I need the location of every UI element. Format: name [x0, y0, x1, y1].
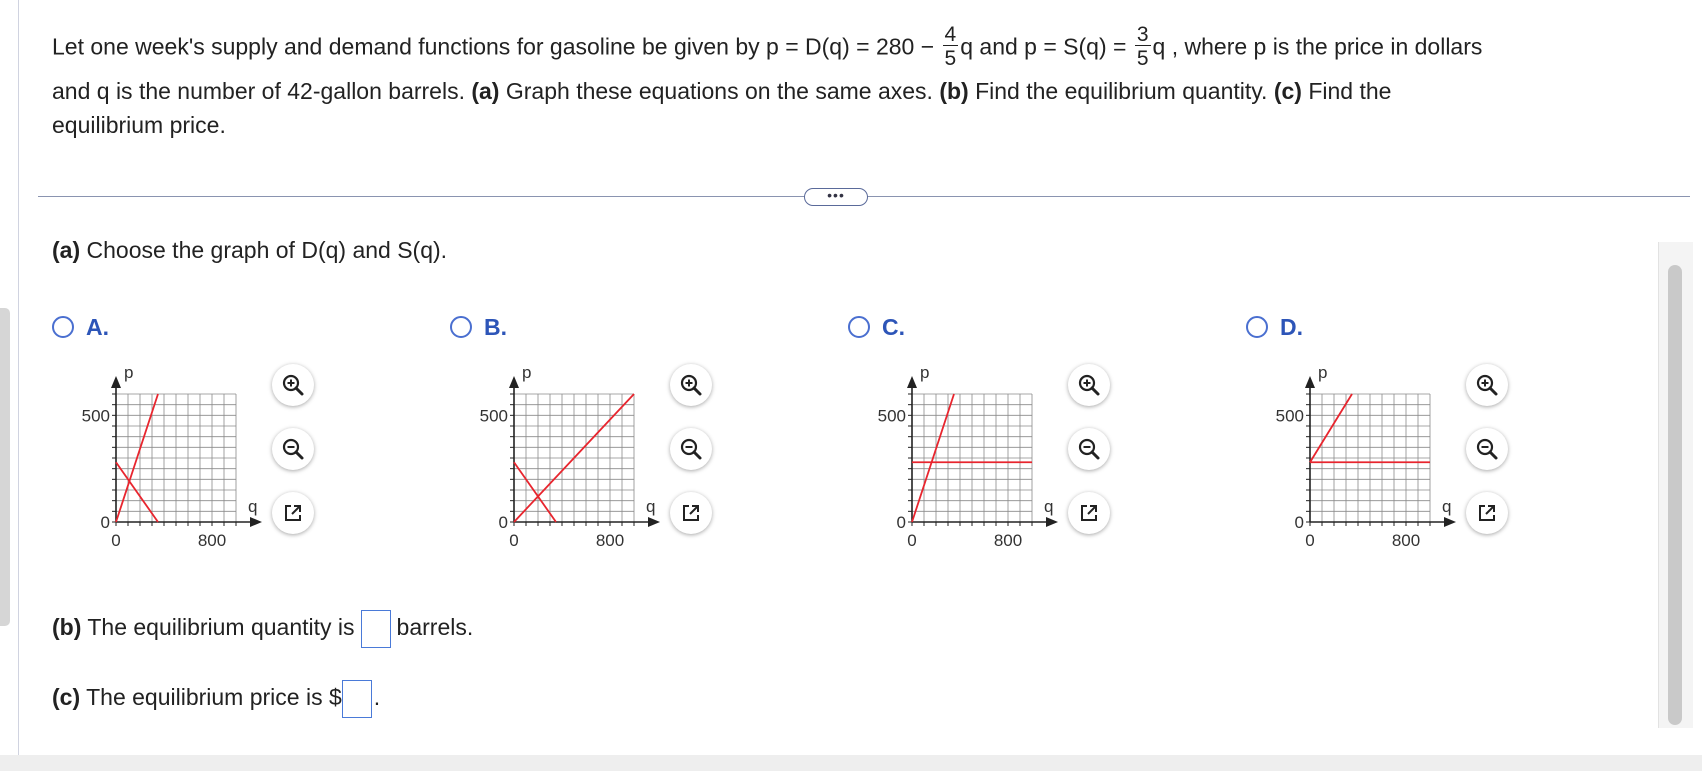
x-axis-label: q: [1044, 497, 1054, 516]
part-b-prompt: (b) The equilibrium quantity is barrels.: [52, 610, 473, 648]
popout-button-d[interactable]: [1466, 492, 1508, 534]
graph-option-d: [1252, 354, 1502, 554]
y-axis-label: p: [522, 363, 532, 382]
part-a-prompt: (a) Choose the graph of D(q) and S(q).: [52, 237, 448, 263]
zoom-in-icon: [679, 373, 703, 397]
zoom-out-icon: [679, 437, 703, 461]
zoom-out-button-b[interactable]: [670, 428, 712, 470]
zoom-in-icon: [1077, 373, 1101, 397]
zoom-in-button-a[interactable]: [272, 364, 314, 406]
y-tick-500: 500: [877, 406, 906, 426]
question-line3: equilibrium price.: [52, 112, 226, 138]
more-button[interactable]: •••: [804, 188, 868, 206]
question-line1-c: q , where p is the price in dollars: [1152, 33, 1483, 60]
popout-icon: [281, 501, 305, 525]
option-b[interactable]: [450, 316, 750, 566]
y-tick-0: 0: [896, 513, 906, 532]
left-border-line: [18, 0, 19, 755]
x-tick-800: 800: [1391, 531, 1421, 550]
zoom-in-button-d[interactable]: [1466, 364, 1508, 406]
x-axis-label: q: [248, 497, 258, 516]
graph-option-b: [456, 354, 706, 554]
y-axis-label: p: [124, 363, 134, 382]
popout-icon: [1077, 501, 1101, 525]
equilibrium-quantity-input[interactable]: [361, 610, 391, 648]
zoom-in-button-c[interactable]: [1068, 364, 1110, 406]
option-a[interactable]: [52, 316, 352, 566]
radio-option-d[interactable]: [1246, 316, 1268, 338]
y-tick-0: 0: [100, 513, 110, 532]
y-tick-500: 500: [1275, 406, 1304, 426]
x-axis-label: q: [646, 497, 656, 516]
x-axis-label: q: [1442, 497, 1452, 516]
scrollbar-thumb[interactable]: [1668, 265, 1682, 725]
y-tick-500: 500: [479, 406, 508, 426]
graph-option-c: [854, 354, 1104, 554]
x-tick-0: 0: [509, 531, 519, 550]
question-line1-a: Let one week's supply and demand functions for gasoline be given by p = D(q) = 280 −: [52, 33, 941, 60]
popout-button-b[interactable]: [670, 492, 712, 534]
y-tick-0: 0: [498, 513, 508, 532]
zoom-out-button-d[interactable]: [1466, 428, 1508, 470]
zoom-out-button-a[interactable]: [272, 428, 314, 470]
option-d[interactable]: [1246, 316, 1546, 566]
zoom-in-icon: [1475, 373, 1499, 397]
x-tick-800: 800: [197, 531, 227, 550]
y-axis-label: p: [1318, 363, 1328, 382]
x-tick-0: 0: [907, 531, 917, 550]
option-letter-c: C.: [882, 314, 905, 340]
x-tick-0: 0: [111, 531, 121, 550]
option-letter-d: D.: [1280, 314, 1303, 340]
popout-icon: [679, 501, 703, 525]
zoom-out-button-c[interactable]: [1068, 428, 1110, 470]
equilibrium-price-input[interactable]: [342, 680, 372, 718]
fraction-3-5: $\frac{3}{5}$: [1136, 23, 1149, 70]
radio-option-a[interactable]: [52, 316, 74, 338]
option-letter-b: B.: [484, 314, 507, 340]
popout-button-a[interactable]: [272, 492, 314, 534]
zoom-in-icon: [281, 373, 305, 397]
part-c-prompt: (c) The equilibrium price is $ .: [52, 680, 380, 718]
x-tick-800: 800: [993, 531, 1023, 550]
graph-option-a: [58, 354, 308, 554]
zoom-out-icon: [1077, 437, 1101, 461]
option-c[interactable]: [848, 316, 1148, 566]
popout-button-c[interactable]: [1068, 492, 1110, 534]
y-tick-500: 500: [81, 406, 110, 426]
question-line1-b: q and p = S(q) =: [960, 33, 1133, 60]
y-axis-label: p: [920, 363, 930, 382]
radio-option-c[interactable]: [848, 316, 870, 338]
y-tick-0: 0: [1294, 513, 1304, 532]
left-panel-handle[interactable]: [0, 308, 10, 626]
zoom-in-button-b[interactable]: [670, 364, 712, 406]
zoom-out-icon: [1475, 437, 1499, 461]
zoom-out-icon: [281, 437, 305, 461]
bottom-band: [0, 755, 1702, 771]
radio-option-b[interactable]: [450, 316, 472, 338]
x-tick-800: 800: [595, 531, 625, 550]
x-tick-0: 0: [1305, 531, 1315, 550]
option-letter-a: A.: [86, 314, 109, 340]
popout-icon: [1475, 501, 1499, 525]
fraction-4-5: $\frac{4}{5}$: [944, 23, 957, 70]
